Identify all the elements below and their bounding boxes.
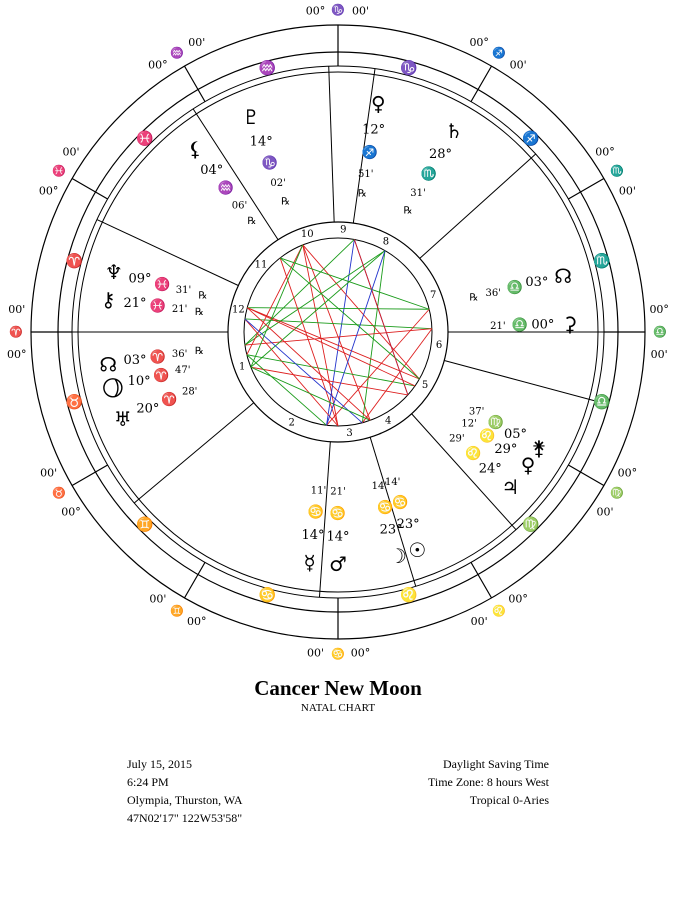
planet-degree: 09° xyxy=(128,271,152,287)
house-number: 11 xyxy=(254,259,268,271)
planet-sign: ♎ xyxy=(511,318,528,334)
house-number: 9 xyxy=(340,224,347,236)
planet-degree: 21° xyxy=(123,296,147,311)
house-number: 3 xyxy=(346,427,353,439)
planet-degree: 23° xyxy=(379,522,403,538)
planet-minute: 21' xyxy=(171,304,188,316)
aspect-ring-inner xyxy=(244,238,432,429)
sign-cusp-glyph: ♌ xyxy=(492,604,506,618)
sector-sign-glyph: ♑ xyxy=(399,60,418,77)
planet-minute: 12' xyxy=(461,418,477,430)
sign-cusp-degree: 00° xyxy=(350,646,371,660)
planet-retrograde: ℞ xyxy=(198,290,208,302)
planet-glyph: ⚳ xyxy=(562,311,578,336)
aspect-line xyxy=(303,245,370,420)
sign-cusp-glyph: ♏ xyxy=(610,164,624,178)
planet-sign: ♑ xyxy=(261,155,278,171)
sign-cusp-glyph: ♓ xyxy=(52,164,66,178)
dst-setting: Daylight Saving Time xyxy=(442,757,549,771)
planet-minute: 47' xyxy=(175,365,191,377)
house-cusp-line xyxy=(420,154,536,258)
planet-degree: 20° xyxy=(136,401,160,417)
timezone-setting: Time Zone: 8 hours West xyxy=(427,775,549,789)
planet-glyph: ♃ xyxy=(501,475,520,500)
sign-cusp-degree: 00° xyxy=(61,505,81,519)
sign-cusp-glyph: ♑ xyxy=(331,3,345,17)
planet-sign: ♌ xyxy=(479,428,496,444)
planet-minute: 36' xyxy=(485,287,501,299)
planet-minute: 06' xyxy=(231,200,248,212)
planet-minute: 31' xyxy=(410,187,426,199)
house-number: 1 xyxy=(239,361,246,373)
sector-sign-glyph: ♐ xyxy=(522,131,540,147)
planet-degree: 23° xyxy=(396,517,420,533)
planet-glyph: ♀ xyxy=(520,453,536,478)
sign-cusp-glyph: ♍ xyxy=(610,486,624,500)
planet-glyph: ♄ xyxy=(445,119,463,144)
planet-minute: 29' xyxy=(449,433,465,445)
planet-glyph: ⚵ xyxy=(531,436,547,460)
sector-sign-glyph: ♊ xyxy=(136,517,154,533)
sign-cusp-minute: 00' xyxy=(509,58,527,72)
planet-sign: ♋ xyxy=(307,505,324,521)
house-number: 8 xyxy=(382,236,390,248)
planet-minute: 36' xyxy=(171,348,188,360)
planet-degree: 14° xyxy=(326,529,350,545)
aspect-line xyxy=(280,258,429,309)
birth-date: July 15, 2015 xyxy=(127,757,193,771)
planet-glyph: ♀ xyxy=(370,91,386,116)
planet-degree: 05° xyxy=(503,427,528,442)
chart-title: Cancer New Moon xyxy=(254,676,422,700)
house-number: 4 xyxy=(385,415,392,427)
sign-cusp-glyph: ♒ xyxy=(170,46,184,60)
planet-degree: 03° xyxy=(123,353,147,368)
planet-minute: 21' xyxy=(330,486,346,498)
planet-sign: ♍ xyxy=(487,415,504,431)
planet-degree: 29° xyxy=(494,442,518,458)
planet-retrograde: ℞ xyxy=(469,292,479,304)
sign-cusp-minute: 00' xyxy=(351,4,370,18)
chart-settings xyxy=(428,755,549,809)
planet-degree: 14° xyxy=(249,134,273,150)
sign-cusp-minute: 00' xyxy=(62,145,80,159)
birth-time: 6:24 PM xyxy=(127,775,169,789)
planet-glyph: ♅ xyxy=(113,406,132,431)
aspect-line xyxy=(247,355,327,429)
planet-glyph: ☽ xyxy=(389,544,407,569)
planet-degree: 14° xyxy=(301,528,325,543)
house-number: 12 xyxy=(232,304,245,316)
sector-sign-glyph: ♌ xyxy=(399,587,418,604)
planet-degree: 24° xyxy=(478,461,502,477)
sign-cusp-glyph: ♉ xyxy=(52,486,66,500)
planet-sign: ♌ xyxy=(465,446,482,462)
sign-cusp-degree: 00° xyxy=(469,36,489,50)
house-number: 6 xyxy=(435,339,443,351)
planet-sign: ♏ xyxy=(420,166,438,182)
aspect-line xyxy=(303,245,420,379)
sector-sign-glyph: ♍ xyxy=(522,517,540,533)
planet-minute: 31' xyxy=(175,285,192,297)
chart-subtitle: NATAL CHART xyxy=(300,702,376,714)
sector-sign-glyph: ♏ xyxy=(592,253,611,270)
planet-glyph: ☊ xyxy=(554,263,572,288)
planet-glyph: ⚸ xyxy=(187,137,203,162)
birth-place: Olympia, Thurston, WA xyxy=(127,793,243,807)
planet-degree: 00° xyxy=(531,317,555,333)
sign-cusp-glyph: ♐ xyxy=(492,46,506,60)
sign-cusp-degree: 00° xyxy=(38,184,59,198)
aspect-line xyxy=(245,319,432,329)
planet-retrograde: ℞ xyxy=(247,216,257,228)
sign-cusp-glyph: ♎ xyxy=(653,325,667,339)
sign-cusp-degree: 00° xyxy=(649,303,669,316)
planet-minute: 51' xyxy=(358,168,374,180)
planet-degree: 12° xyxy=(362,122,386,138)
planet-glyph: ♆ xyxy=(104,260,123,284)
planet-sign: ♋ xyxy=(392,495,409,511)
planet-sign: ♈ xyxy=(153,368,170,384)
planet-retrograde: ℞ xyxy=(281,196,291,208)
sign-cusp-minute: 00' xyxy=(188,36,206,50)
sign-cusp-degree: 00° xyxy=(617,466,638,480)
sign-cusp-degree: 00° xyxy=(148,58,168,72)
planet-minute: 37' xyxy=(468,406,485,418)
sign-cusp-minute: 00' xyxy=(306,646,325,660)
sign-cusp-degree: 00° xyxy=(187,614,207,628)
planet-glyph: ♂ xyxy=(329,552,347,576)
sign-cusp-minute: 00' xyxy=(470,614,488,628)
sign-cusp-glyph: ♊ xyxy=(170,604,184,618)
planet-degree: 28° xyxy=(428,147,453,162)
sign-cusp-minute: 00' xyxy=(650,348,668,361)
house-number: 10 xyxy=(300,229,314,241)
planet-sign: ♈ xyxy=(149,349,166,365)
sign-cusp-minute: 00' xyxy=(596,505,614,519)
planet-glyph: ♇ xyxy=(242,104,261,129)
planet-glyph: ☿ xyxy=(303,550,316,575)
planet-glyph: ☉ xyxy=(408,538,427,562)
planet-glyph: ⚷ xyxy=(100,287,116,312)
planet-minute: 14' xyxy=(384,476,401,488)
sector-sign-glyph: ♓ xyxy=(136,131,154,147)
planet-minute: 21' xyxy=(490,320,506,332)
sign-cusp-glyph: ♋ xyxy=(331,647,345,661)
aspect-lines xyxy=(245,239,432,429)
sign-cusp-degree: 00° xyxy=(508,592,528,606)
planet-sign: ♒ xyxy=(217,181,234,197)
planet-retrograde: ℞ xyxy=(194,307,204,318)
house-number: 2 xyxy=(288,417,295,429)
planet-glyph: ⯖ xyxy=(102,376,124,401)
planet-sign: ♓ xyxy=(154,277,171,293)
house-cusp-line xyxy=(134,403,254,503)
sector-sign-glyph: ♋ xyxy=(258,587,277,604)
sector-sign-glyph: ♎ xyxy=(592,394,611,411)
aspect-line xyxy=(245,319,338,429)
planet-minute: 11' xyxy=(310,485,327,497)
house-number: 7 xyxy=(430,289,437,301)
planet-sign: ♓ xyxy=(149,299,166,315)
planet-retrograde: ℞ xyxy=(403,205,413,217)
sign-cusp-minute: 00' xyxy=(8,303,26,316)
sign-cusp-degree: 00° xyxy=(595,145,615,159)
sign-cusp-glyph: ♈ xyxy=(9,325,23,339)
sector-sign-glyph: ♉ xyxy=(65,394,84,411)
sign-cusp-degree: 00° xyxy=(305,4,326,18)
planet-sign: ♎ xyxy=(506,280,523,296)
house-cusp-line xyxy=(329,66,334,222)
sign-cusp-degree: 00° xyxy=(7,348,27,361)
planet-minute: 02' xyxy=(270,178,286,190)
aspect-line xyxy=(327,239,355,425)
birth-info xyxy=(127,755,243,827)
planet-retrograde: ℞ xyxy=(194,346,204,357)
planet-sign: ♈ xyxy=(161,392,178,408)
planet-sign: ♐ xyxy=(361,145,378,161)
sign-cusp-minute: 00' xyxy=(40,466,58,480)
planet-degree: 03° xyxy=(525,274,549,290)
planet-sign: ♋ xyxy=(377,500,394,516)
zodiac-setting: Tropical 0-Aries xyxy=(469,793,549,807)
house-number: 5 xyxy=(421,379,429,391)
sign-cusp-minute: 00' xyxy=(149,592,167,606)
birth-coordinates: 47N02'17" 122W53'58" xyxy=(127,811,243,825)
planet-sign: ♋ xyxy=(329,506,347,522)
planet-glyph: ☊ xyxy=(99,352,118,377)
sector-sign-glyph: ♒ xyxy=(258,60,277,77)
planet-retrograde: ℞ xyxy=(357,188,367,200)
sector-sign-glyph: ♈ xyxy=(65,253,84,270)
sign-cusp-minute: 00' xyxy=(618,184,636,198)
planet-degree: 04° xyxy=(200,163,224,178)
planet-minute: 14' xyxy=(371,481,388,492)
planet-degree: 10° xyxy=(127,374,151,390)
aspect-line xyxy=(251,367,370,420)
planet-minute: 28' xyxy=(181,386,198,398)
house-cusp-line xyxy=(444,360,595,400)
